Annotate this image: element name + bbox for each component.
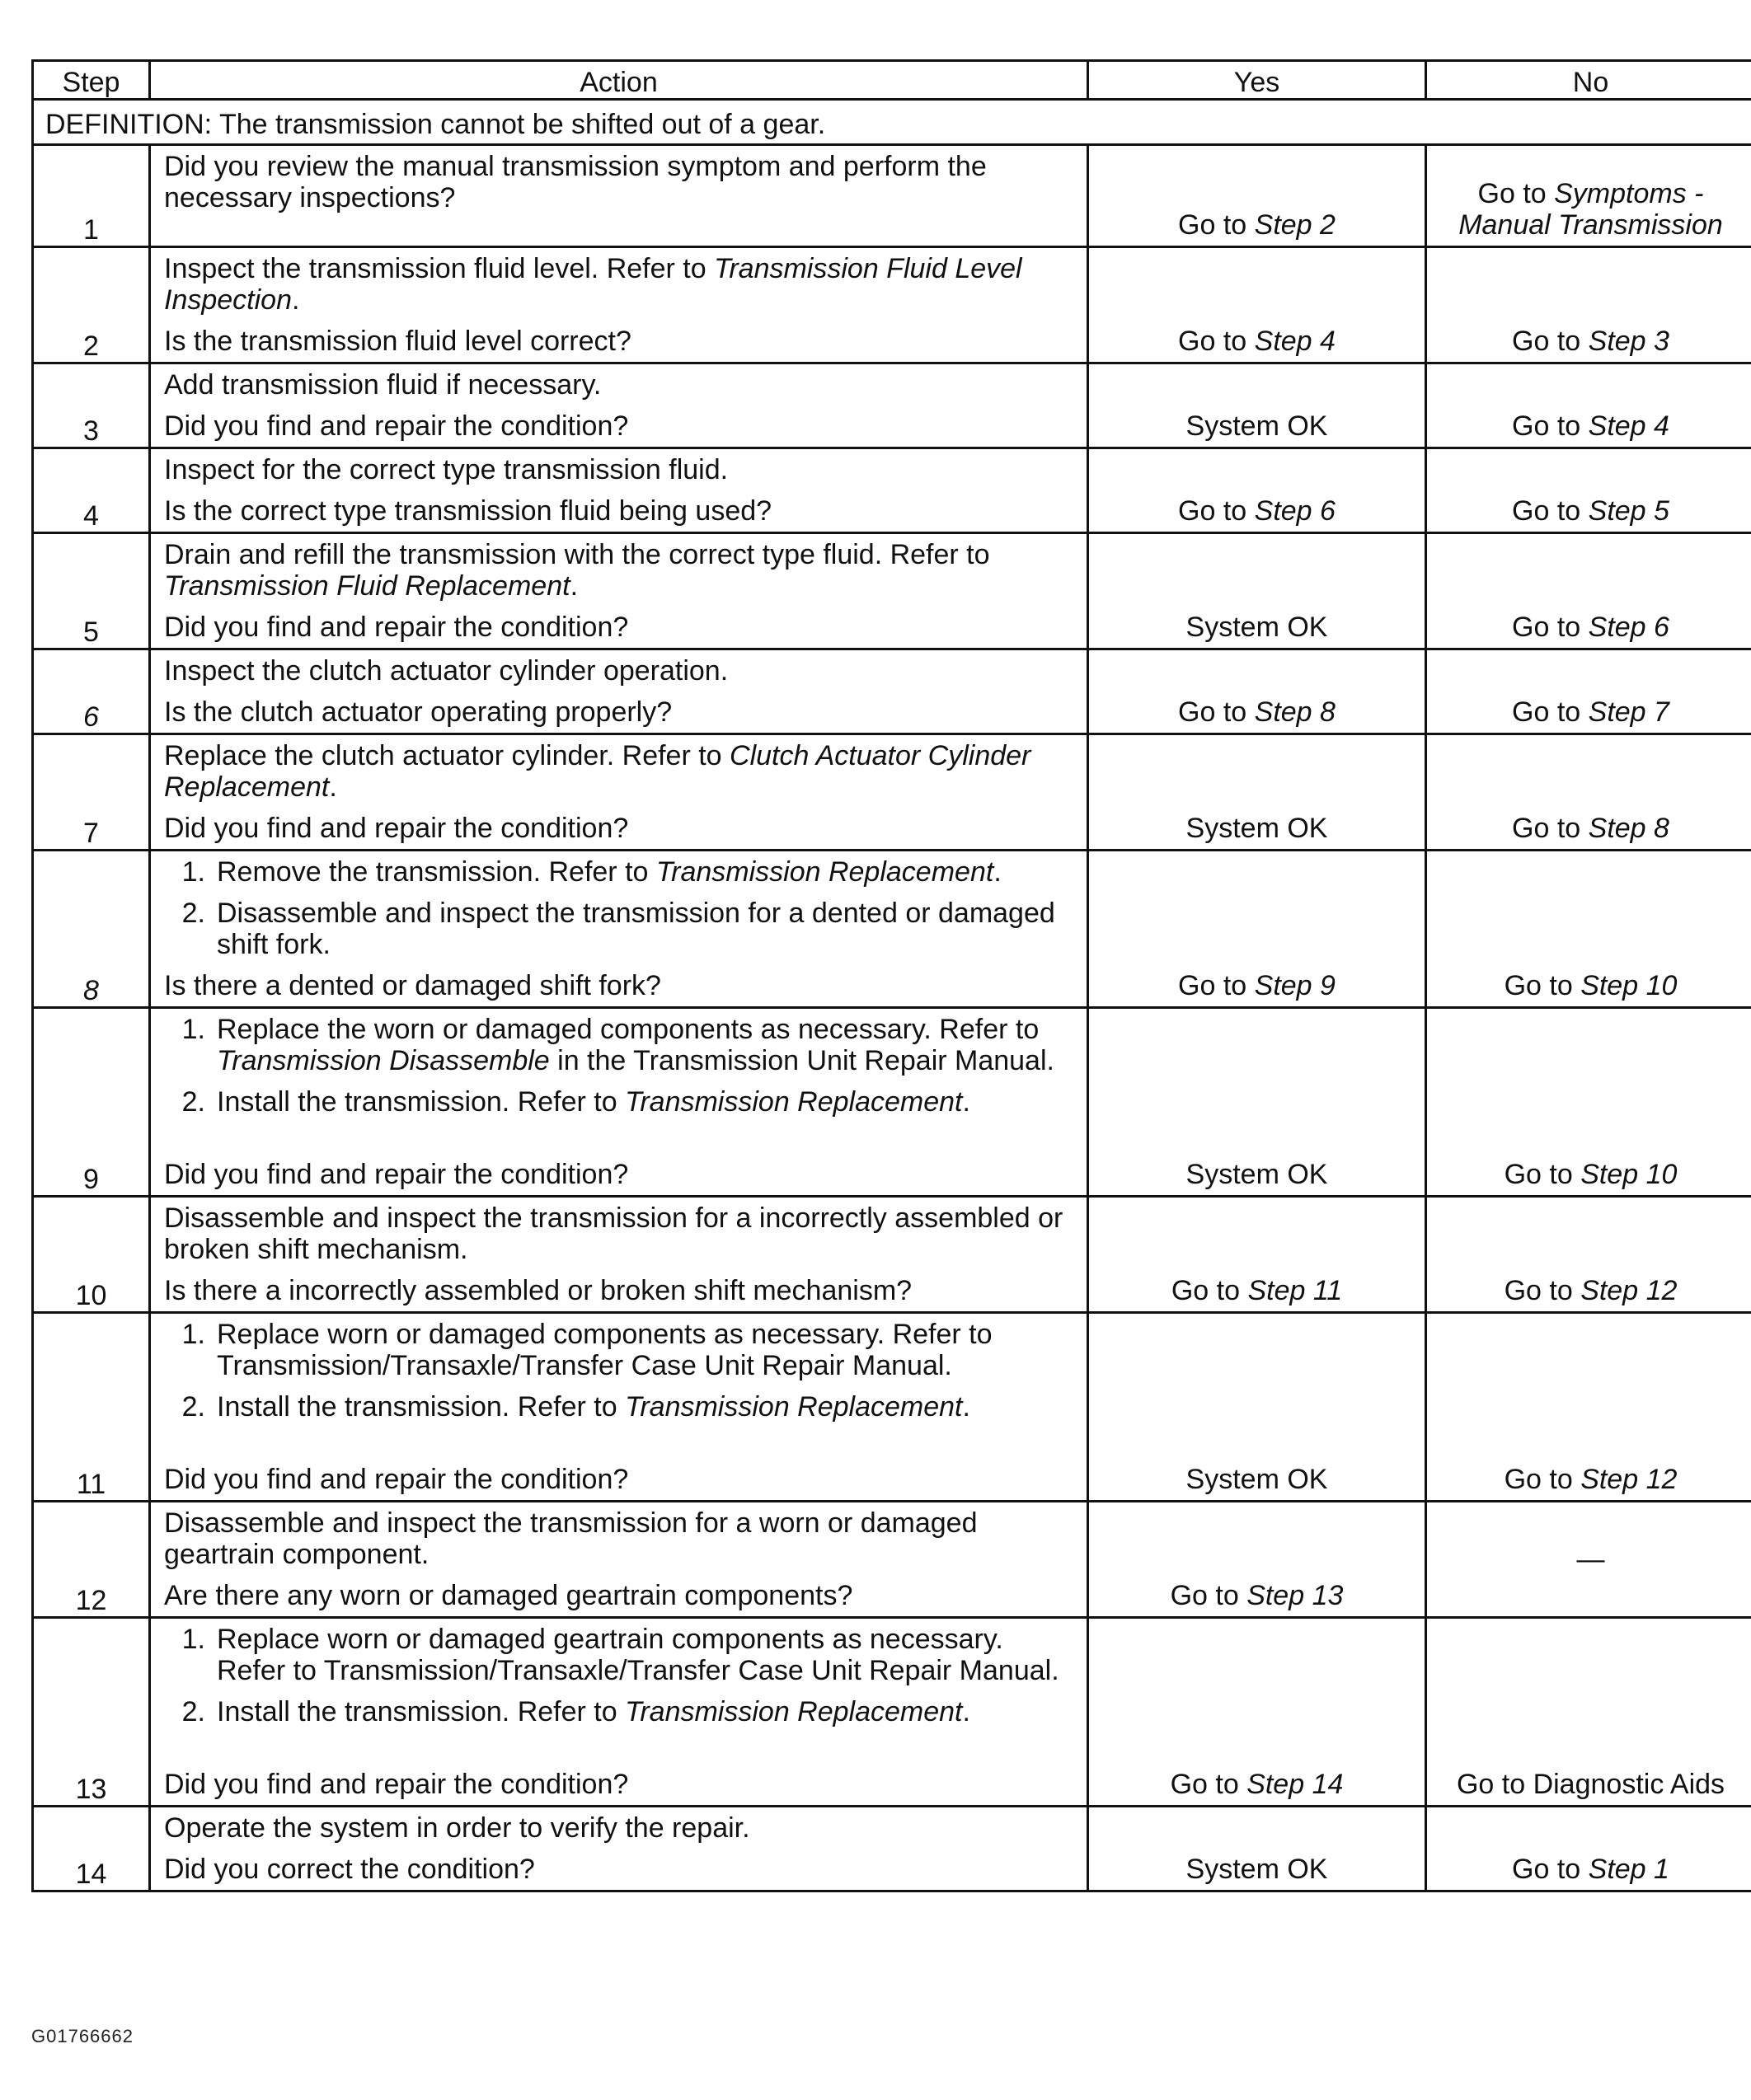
no-link: Step 12 [1580, 1464, 1678, 1495]
action-line: Operate the system in order to verify the repair. [164, 1812, 750, 1844]
no-cell [1426, 1008, 1751, 1197]
yes-cell [1088, 1197, 1426, 1313]
no-prefix: Go to [1512, 612, 1589, 643]
list-number: 2. [181, 1696, 205, 1727]
yes-cell: System OK [1088, 1313, 1426, 1502]
list-number: 1. [181, 1319, 205, 1350]
no-link: Step 8 [1588, 813, 1669, 844]
no-link: Step 12 [1580, 1275, 1678, 1306]
yes-cell: System OK [1088, 533, 1426, 649]
action-text: Install the transmission. Refer to [217, 1086, 626, 1118]
no-prefix: Go to [1504, 1159, 1581, 1190]
no-cell [1426, 533, 1751, 649]
no-cell [1426, 448, 1751, 533]
action-cell [150, 1197, 1088, 1313]
action-text: . [962, 1391, 970, 1423]
table-row [33, 1197, 1751, 1313]
action-cell [150, 851, 1088, 1008]
table-row [33, 649, 1751, 734]
no-cell [1426, 247, 1751, 363]
no-link: Step 4 [1588, 410, 1669, 442]
step-number: 14 [33, 1807, 150, 1891]
yes-prefix: Go to [1170, 1769, 1247, 1800]
action-line: Did you review the manual transmission symptom and perform the necessary inspections? [164, 151, 987, 213]
action-list [164, 1014, 1073, 1118]
step-number: 8 [33, 851, 150, 1008]
action-text: Replace the clutch actuator cylinder. Refer to [164, 740, 730, 771]
yes-cell: System OK [1088, 734, 1426, 851]
action-cell [150, 734, 1088, 851]
table-row [33, 1008, 1751, 1197]
list-number: 1. [181, 1014, 205, 1045]
no-link: Step 3 [1588, 326, 1669, 357]
action-line [164, 539, 1073, 602]
list-text [217, 1391, 1073, 1423]
yes-cell: System OK [1088, 363, 1426, 448]
yes-link: Step 9 [1254, 970, 1336, 1001]
action-line: Disassemble and inspect the transmission for a worn or damaged geartrain component. [164, 1507, 978, 1570]
table-row [33, 1313, 1751, 1502]
no-link: Step 7 [1588, 696, 1669, 728]
yes-cell: System OK [1088, 1807, 1426, 1891]
step-number: 3 [33, 363, 150, 448]
no-link: Symptoms - Manual Transmission [1458, 178, 1723, 241]
yes-prefix: Go to [1178, 696, 1255, 728]
action-cell [150, 1313, 1088, 1502]
list-text: Replace worn or damaged components as necessary. Refer to Transmission/Transaxle/Transfer Case Unit Repair Manual. [217, 1319, 993, 1381]
list-number: 2. [181, 898, 205, 929]
no-prefix: Go to [1512, 495, 1589, 527]
action-cell [150, 448, 1088, 533]
no-prefix: Go to [1504, 1464, 1581, 1495]
action-text: Drain and refill the transmission with the correct type fluid. Refer to [164, 539, 990, 570]
list-number: 1. [181, 1624, 205, 1655]
yes-prefix: Go to [1178, 209, 1255, 241]
yes-cell [1088, 448, 1426, 533]
yes-prefix: Go to [1178, 495, 1255, 527]
step-number: 2 [33, 247, 150, 363]
header-row [33, 61, 1751, 100]
definition-text: DEFINITION: The transmission cannot be shifted out of a gear. [33, 100, 1751, 145]
action-text: Install the transmission. Refer to [217, 1696, 626, 1727]
table-row [33, 363, 1751, 448]
diagnostic-sheet [31, 59, 1725, 1892]
diagnostic-table [31, 59, 1751, 1892]
list-text [217, 856, 1073, 888]
action-question: Is the clutch actuator operating properly? [164, 696, 673, 728]
table-row [33, 448, 1751, 533]
list-item [164, 1014, 1073, 1076]
table-row [33, 1807, 1751, 1891]
table-row [33, 734, 1751, 851]
yes-link: Step 11 [1247, 1275, 1343, 1306]
action-text: . [993, 856, 1002, 888]
definition-row [33, 100, 1751, 145]
step-number: 5 [33, 533, 150, 649]
figure-code: G01766662 [31, 2026, 134, 2046]
list-item [164, 856, 1073, 888]
no-prefix: Go to [1504, 1275, 1581, 1306]
no-cell [1426, 1313, 1751, 1502]
action-question: Did you find and repair the condition? [164, 813, 629, 844]
action-question: Are there any worn or damaged geartrain components? [164, 1580, 853, 1611]
step-number: 12 [33, 1502, 150, 1618]
yes-cell: System OK [1088, 1008, 1426, 1197]
action-question: Is there a incorrectly assembled or broken shift mechanism? [164, 1275, 913, 1306]
list-item [164, 1696, 1073, 1727]
no-prefix: Go to [1477, 178, 1555, 209]
no-prefix: Go to [1512, 696, 1589, 728]
yes-link: Step 6 [1254, 495, 1336, 527]
action-text: . [962, 1696, 970, 1727]
header-yes: Yes [1088, 61, 1426, 100]
no-prefix: Go to [1512, 813, 1589, 844]
action-line: Add transmission fluid if necessary. [164, 369, 602, 401]
action-text: . [570, 570, 579, 602]
action-text: Inspect the transmission fluid level. Refer to [164, 253, 715, 284]
step-number: 13 [33, 1618, 150, 1807]
action-text: . [962, 1086, 970, 1118]
action-line [164, 740, 1073, 803]
list-text: Disassemble and inspect the transmission for a dented or damaged shift fork. [217, 898, 1055, 960]
step-number: 11 [33, 1313, 150, 1502]
yes-cell [1088, 247, 1426, 363]
action-question: Did you correct the condition? [164, 1854, 535, 1885]
no-cell [1426, 363, 1751, 448]
action-list [164, 1319, 1073, 1423]
action-cell [150, 1502, 1088, 1618]
action-cell [150, 1807, 1088, 1891]
yes-prefix: Go to [1171, 1275, 1248, 1306]
table-row [33, 1502, 1751, 1618]
no-cell [1426, 1807, 1751, 1891]
action-reference: Transmission Fluid Level Inspection [164, 253, 1022, 316]
action-line: Inspect for the correct type transmission fluid. [164, 454, 729, 485]
action-question: Is the transmission fluid level correct? [164, 326, 631, 357]
list-item [164, 1391, 1073, 1423]
list-item [164, 1319, 1073, 1381]
header-action: Action [150, 61, 1088, 100]
action-reference: Transmission Replacement [625, 1391, 963, 1423]
action-cell [150, 247, 1088, 363]
yes-prefix: Go to [1178, 326, 1255, 357]
action-text: . [292, 284, 300, 316]
action-list [164, 1624, 1073, 1727]
no-cell [1426, 649, 1751, 734]
no-prefix: Go to [1512, 410, 1589, 442]
action-question: Did you find and repair the condition? [164, 410, 629, 442]
list-text [217, 1086, 1073, 1118]
table-row [33, 247, 1751, 363]
table-row [33, 533, 1751, 649]
no-link: Step 10 [1580, 1159, 1678, 1190]
list-item [164, 1624, 1073, 1686]
action-reference: Transmission Replacement [625, 1696, 963, 1727]
action-cell [150, 533, 1088, 649]
no-link: Step 6 [1588, 612, 1669, 643]
yes-link: Step 2 [1254, 209, 1336, 241]
list-number: 1. [181, 856, 205, 888]
yes-prefix: Go to [1178, 970, 1255, 1001]
action-question: Did you find and repair the condition? [164, 1769, 629, 1800]
yes-cell [1088, 649, 1426, 734]
yes-link: Step 4 [1254, 326, 1336, 357]
action-question: Did you find and repair the condition? [164, 1464, 629, 1495]
no-cell [1426, 145, 1751, 247]
table-row [33, 145, 1751, 247]
step-number: 6 [33, 649, 150, 734]
action-line: Disassemble and inspect the transmission for a incorrectly assembled or broken shift mechanism. [164, 1202, 1063, 1265]
action-list [164, 856, 1073, 960]
list-item [164, 898, 1073, 960]
action-question: Did you find and repair the condition? [164, 1159, 629, 1190]
yes-link: Step 14 [1246, 1769, 1344, 1800]
no-cell: — [1426, 1502, 1751, 1618]
action-text: Install the transmission. Refer to [217, 1391, 626, 1423]
action-line: Inspect the clutch actuator cylinder operation. [164, 655, 729, 687]
list-text: Replace worn or damaged geartrain components as necessary. Refer to Transmission/Transaxle/Transfer Case Unit Repair Manual. [217, 1624, 1059, 1686]
no-prefix: Go to [1504, 970, 1581, 1001]
yes-prefix: Go to [1170, 1580, 1247, 1611]
action-question: Did you find and repair the condition? [164, 612, 629, 643]
action-reference: Transmission Replacement [655, 856, 994, 888]
yes-link: Step 8 [1254, 696, 1336, 728]
action-cell [150, 1618, 1088, 1807]
action-question: Is there a dented or damaged shift fork? [164, 970, 661, 1001]
no-cell: Go to Diagnostic Aids [1426, 1618, 1751, 1807]
list-number: 2. [181, 1391, 205, 1423]
action-text: Remove the transmission. Refer to [217, 856, 656, 888]
yes-cell [1088, 145, 1426, 247]
step-number: 7 [33, 734, 150, 851]
action-text: in the Transmission Unit Repair Manual. [549, 1045, 1054, 1076]
list-text [217, 1014, 1073, 1076]
no-link: Step 10 [1580, 970, 1678, 1001]
no-prefix: Go to [1512, 326, 1589, 357]
action-text: Replace the worn or damaged components as necessary. Refer to [217, 1014, 1040, 1045]
no-cell [1426, 734, 1751, 851]
no-link: Step 5 [1588, 495, 1669, 527]
yes-cell [1088, 1502, 1426, 1618]
action-cell [150, 649, 1088, 734]
yes-cell [1088, 851, 1426, 1008]
list-text [217, 1696, 1073, 1727]
header-step: Step [33, 61, 150, 100]
no-cell [1426, 851, 1751, 1008]
action-reference: Clutch Actuator Cylinder Replacement [164, 740, 1031, 803]
action-reference: Transmission Fluid Replacement [164, 570, 570, 602]
action-reference: Transmission Disassemble [217, 1045, 550, 1076]
table-row [33, 851, 1751, 1008]
header-no: No [1426, 61, 1751, 100]
step-number: 10 [33, 1197, 150, 1313]
step-number: 9 [33, 1008, 150, 1197]
action-cell [150, 1008, 1088, 1197]
no-link: Step 1 [1588, 1854, 1669, 1885]
action-reference: Transmission Replacement [625, 1086, 963, 1118]
step-number: 4 [33, 448, 150, 533]
yes-link: Step 13 [1246, 1580, 1344, 1611]
step-number: 1 [33, 145, 150, 247]
no-cell [1426, 1197, 1751, 1313]
action-question: Is the correct type transmission fluid being used? [164, 495, 772, 527]
action-cell [150, 145, 1088, 247]
action-text: . [329, 771, 337, 803]
list-number: 2. [181, 1086, 205, 1118]
no-prefix: Go to [1512, 1854, 1589, 1885]
action-line [164, 253, 1073, 316]
table-row [33, 1618, 1751, 1807]
list-item [164, 1086, 1073, 1118]
action-cell [150, 363, 1088, 448]
yes-cell [1088, 1618, 1426, 1807]
